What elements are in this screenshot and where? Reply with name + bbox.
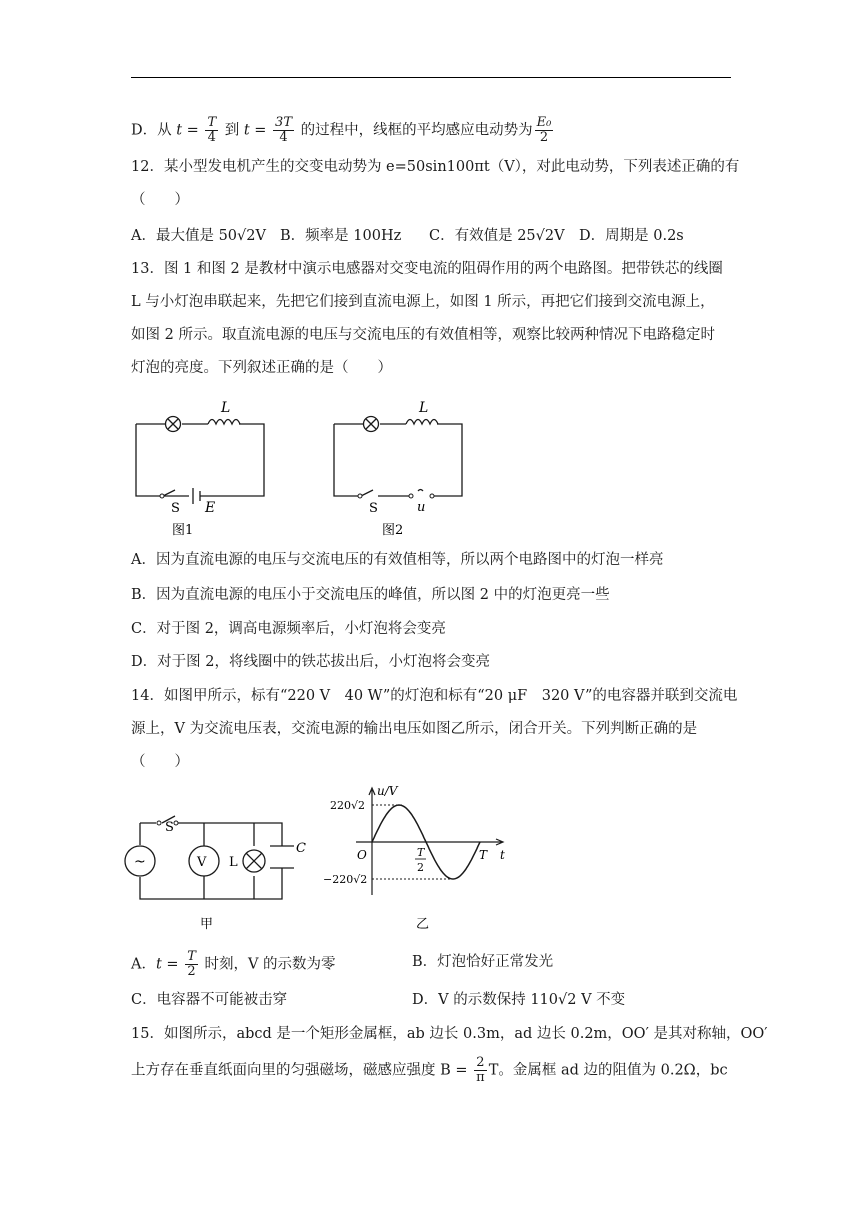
q13-stem-line1: 13．图 1 和图 2 是教材中演示电感器对交变电流的阻碍作用的两个电路图。把带铁芯的线圈 [131,261,723,277]
q13-option-b: B．因为直流电源的电压小于交流电压的峰值，所以图 2 中的灯泡更亮一些 [131,587,610,603]
fig1-label-L: L [221,400,231,416]
ac-source-icon: ~ [134,854,146,870]
q12-option-d: D．周期是 0.2s [579,228,684,244]
q12-option-b: B．频率是 100Hz [280,228,402,244]
fig-yi-origin: O [357,848,367,862]
q14-stem-line2: 源上，V 为交流电压表，交流电源的输出电压如图乙所示，闭合开关。下列判断正确的是 [131,721,698,737]
fig-yi-ylabel: u/V [377,784,398,798]
q14-option-c: C．电容器不可能被击穿 [131,992,288,1008]
fig2-label-S: S [369,501,378,516]
q13-option-a: A．因为直流电源的电压与交流电压的有效值相等，所以两个电路图中的灯泡一样亮 [131,552,664,568]
q15-stem-line1: 15．如图所示，abcd 是一个矩形金属框，ab 边长 0.3m，ad 边长 0.2m，OO′ 是其对称轴，OO′ [131,1026,768,1042]
q12-stem-line1: 12．某小型发电机产生的交变电动势为 e=50sin100πt（V），对此电动势，下列表述正确的有 [131,159,740,175]
q15-stem-line2: 上方存在垂直纸面向里的匀强磁场，磁感应强度 B = $\frac{2}{\pi}$ T。金属框 ad 边的阻值为 0.2Ω，bc [131,1055,728,1085]
fig-yi-half-T-den: 2 [417,861,424,874]
figure-1-circuit [125,393,275,543]
q12-option-a: A．最大值是 50√2V [131,228,266,244]
q13-stem-line2: L 与小灯泡串联起来，先把它们接到直流电源上，如图 1 所示，再把它们接到交流电源上， [131,294,715,310]
fig-yi-caption: 乙 [416,917,430,932]
fig1-label-E: E [205,500,216,516]
fig-jia-label-C: C [296,841,306,856]
fig-jia-label-S: S [165,820,174,835]
figure-2-circuit [323,393,473,543]
fig2-caption: 图2 [382,523,404,538]
q12-stem-line2: （ ） [131,192,189,208]
q14-stem-line3: （ ） [131,754,189,770]
fig2-label-u: u [417,500,426,515]
q13-option-c: C．对于图 2，调高电源频率后，小灯泡将会变亮 [131,621,446,637]
fig-yi-label-T: T [479,848,488,862]
q13-option-d: D．对于图 2，将线圈中的铁芯拔出后，小灯泡将会变亮 [131,654,490,670]
fig-jia-caption: 甲 [200,917,214,932]
fig-jia-label-L: L [229,855,238,870]
figure-jia-circuit [120,800,320,940]
q14-option-a: A．t = $\frac{T}{2}$ 时刻，V 的示数为零 [131,949,336,979]
q11-option-d: D．从 t = $\frac{T}{4}$ 到 t = $\frac{3T}{4}$ 的过程中，线框的平均感应电动势为 $\frac{\text{E₀}}{2}$ [131,115,552,145]
fig1-label-S: S [171,501,180,516]
fig-yi-ytop: 220√2 [330,799,366,812]
fig-yi-xlabel: t [500,848,505,862]
fig-jia-label-V: V [197,855,207,870]
q14-option-b: B．灯泡恰好正常发光 [412,954,554,970]
fig2-label-L: L [419,400,429,416]
q14-option-d: D．V 的示数保持 110√2 V 不变 [412,992,626,1008]
fig-yi-ybottom: −220√2 [323,873,368,886]
q13-stem-line4: 灯泡的亮度。下列叙述正确的是（ ） [131,360,392,376]
q12-option-c: C．有效值是 25√2V [429,228,565,244]
q14-stem-line1: 14．如图甲所示，标有“220 V 40 W”的灯泡和标有“20 μF 320 V”的电容器并联到交流电 [131,688,738,704]
fig-yi-half-T-num: T [417,846,425,859]
header-rule [131,77,731,78]
q13-stem-line3: 如图 2 所示。取直流电源的电压与交流电压的有效值相等，观察比较两种情况下电路稳定时 [131,327,715,343]
figure-yi-graph [320,782,520,932]
fig1-caption: 图1 [172,523,194,538]
